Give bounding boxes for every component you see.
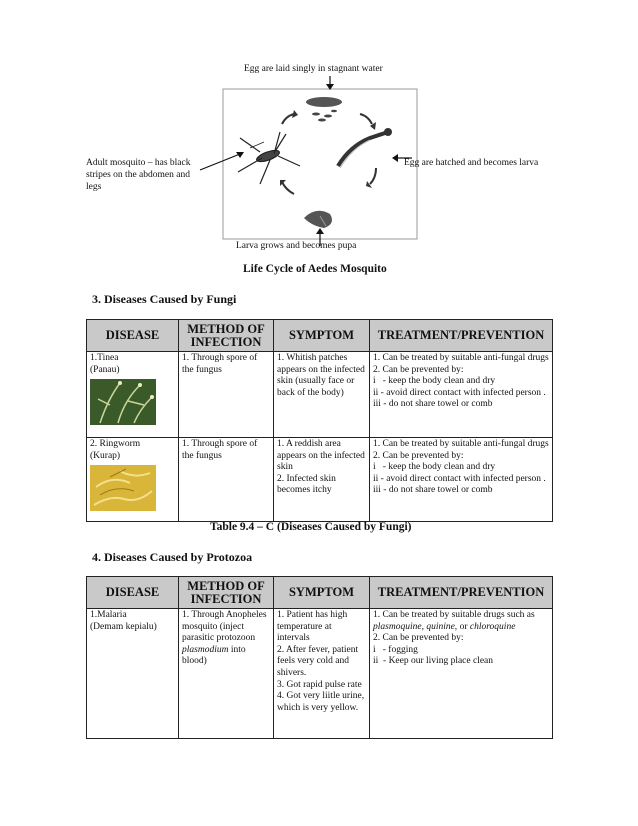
disease-name: 1.Malaria (90, 610, 127, 620)
separator: or (457, 621, 470, 632)
drug-name: quinine, (426, 621, 458, 632)
eggs-icon (312, 110, 337, 122)
header-symptom: SYMPTOM (274, 577, 370, 609)
cycle-arrows-icon (282, 114, 376, 194)
header-treatment: TREATMENT/PREVENTION (370, 320, 553, 352)
header-treatment: TREATMENT/PREVENTION (370, 577, 553, 609)
disease-local-name: (Panau) (90, 364, 120, 375)
fungi-diseases-table (86, 319, 553, 522)
header-symptom: SYMPTOM (274, 320, 370, 352)
treatment-line: ii - Keep our living place clean (373, 656, 494, 667)
treatment-cell (370, 609, 553, 739)
ringworm-fungus-image (90, 465, 156, 511)
disease-local-name: (Demam kepialu) (90, 621, 157, 632)
method-italic-term: plasmodium (182, 644, 229, 655)
symptom-cell (274, 609, 370, 739)
egg-mass-icon (306, 97, 342, 107)
treatment-line: i - keep the body clean and dry (373, 462, 496, 473)
disease-cell (87, 438, 179, 522)
diagram-label-right: Egg are hatched and becomes larva (404, 158, 539, 168)
diagram-label-left: Adult mosquito – has black stripes on the abdomen and legs (86, 158, 191, 192)
treatment-text: 1. Can be treated by suitable drugs such as (373, 610, 535, 620)
treatment-line: i - keep the body clean and dry (373, 376, 496, 387)
symptom-cell: 1. Whitish patches appears on the infected skin (usually face or back of the body) (274, 352, 370, 438)
disease-local-name: (Kurap) (90, 450, 121, 461)
method-text-end: into blood) (182, 644, 246, 667)
table-row (87, 352, 553, 438)
disease-cell (87, 609, 179, 739)
left-pointer-arrow (198, 148, 246, 174)
table-header-row (87, 577, 553, 609)
symptom-line: 2. Infected skin becomes itchy (277, 473, 336, 496)
diagram-caption: Life Cycle of Aedes Mosquito (243, 263, 387, 275)
symptom-cell (274, 438, 370, 522)
treatment-line: iii - do not share towel or comb (373, 485, 493, 496)
table-header-row (87, 320, 553, 352)
disease-name: 1.Tinea (90, 353, 119, 363)
treatment-line: iii - do not share towel or comb (373, 399, 493, 410)
table-row (87, 438, 553, 522)
drug-name: chloroquine (469, 621, 516, 632)
section-4-title: 4. Diseases Caused by Protozoa (92, 550, 253, 564)
treatment-line: ii - avoid direct contact with infected person . (373, 387, 546, 398)
adult-mosquito-icon (238, 132, 300, 184)
section-3-title: 3. Diseases Caused by Fungi (92, 292, 237, 306)
table-row (87, 609, 553, 739)
symptom-line: 3. Got rapid pulse rate (277, 679, 362, 690)
treatment-line: 2. Can be prevented by: (373, 364, 464, 375)
treatment-cell (370, 438, 553, 522)
symptom-line: 1. Patient has high temperature at intervals (277, 610, 348, 644)
symptom-line: 4. Got very liitle urine, which is very yellow. (277, 691, 365, 713)
treatment-line: 1. Can be treated by suitable anti-fungal drugs (373, 353, 549, 363)
method-text: 1. Through Anopheles mosquito (inject parasitic protozoon (182, 610, 267, 644)
separator: , (421, 621, 427, 632)
protozoa-diseases-table (86, 576, 553, 739)
treatment-line: ii - avoid direct contact with infected person . (373, 473, 546, 484)
table-caption: Table 9.4 – C (Diseases Caused by Fungi) (210, 521, 412, 533)
drug-name: plasmoquine (373, 621, 422, 632)
diagram-label-bottom: Larva grows and becomes pupa (236, 241, 357, 251)
treatment-line (373, 610, 549, 633)
tinea-fungus-image (90, 379, 156, 425)
disease-cell (87, 352, 179, 438)
header-method: METHOD OF INFECTION (179, 320, 274, 352)
life-cycle-diagram (220, 76, 420, 246)
header-method: METHOD OF INFECTION (179, 577, 274, 609)
method-cell: 1. Through spore of the fungus (179, 438, 274, 522)
treatment-cell (370, 352, 553, 438)
treatment-line: i - fogging (373, 644, 418, 655)
header-disease: DISEASE (87, 320, 179, 352)
pupa-icon (304, 211, 332, 228)
diagram-label-top: Egg are laid singly in stagnant water (244, 64, 383, 74)
method-cell (179, 609, 274, 739)
method-cell: 1. Through spore of the fungus (179, 352, 274, 438)
treatment-line: 1. Can be treated by suitable anti-fungal drugs (373, 439, 549, 449)
symptom-line: 1. A reddish area appears on the infected skin (277, 439, 365, 473)
symptom-line: 2. After fever, patient feels very cold and shivers. (277, 644, 359, 678)
treatment-line: 2. Can be prevented by: (373, 450, 464, 461)
larva-icon (338, 128, 392, 168)
disease-name: 2. Ringworm (90, 439, 141, 449)
header-disease: DISEASE (87, 577, 179, 609)
treatment-line: 2. Can be prevented by: (373, 633, 464, 644)
